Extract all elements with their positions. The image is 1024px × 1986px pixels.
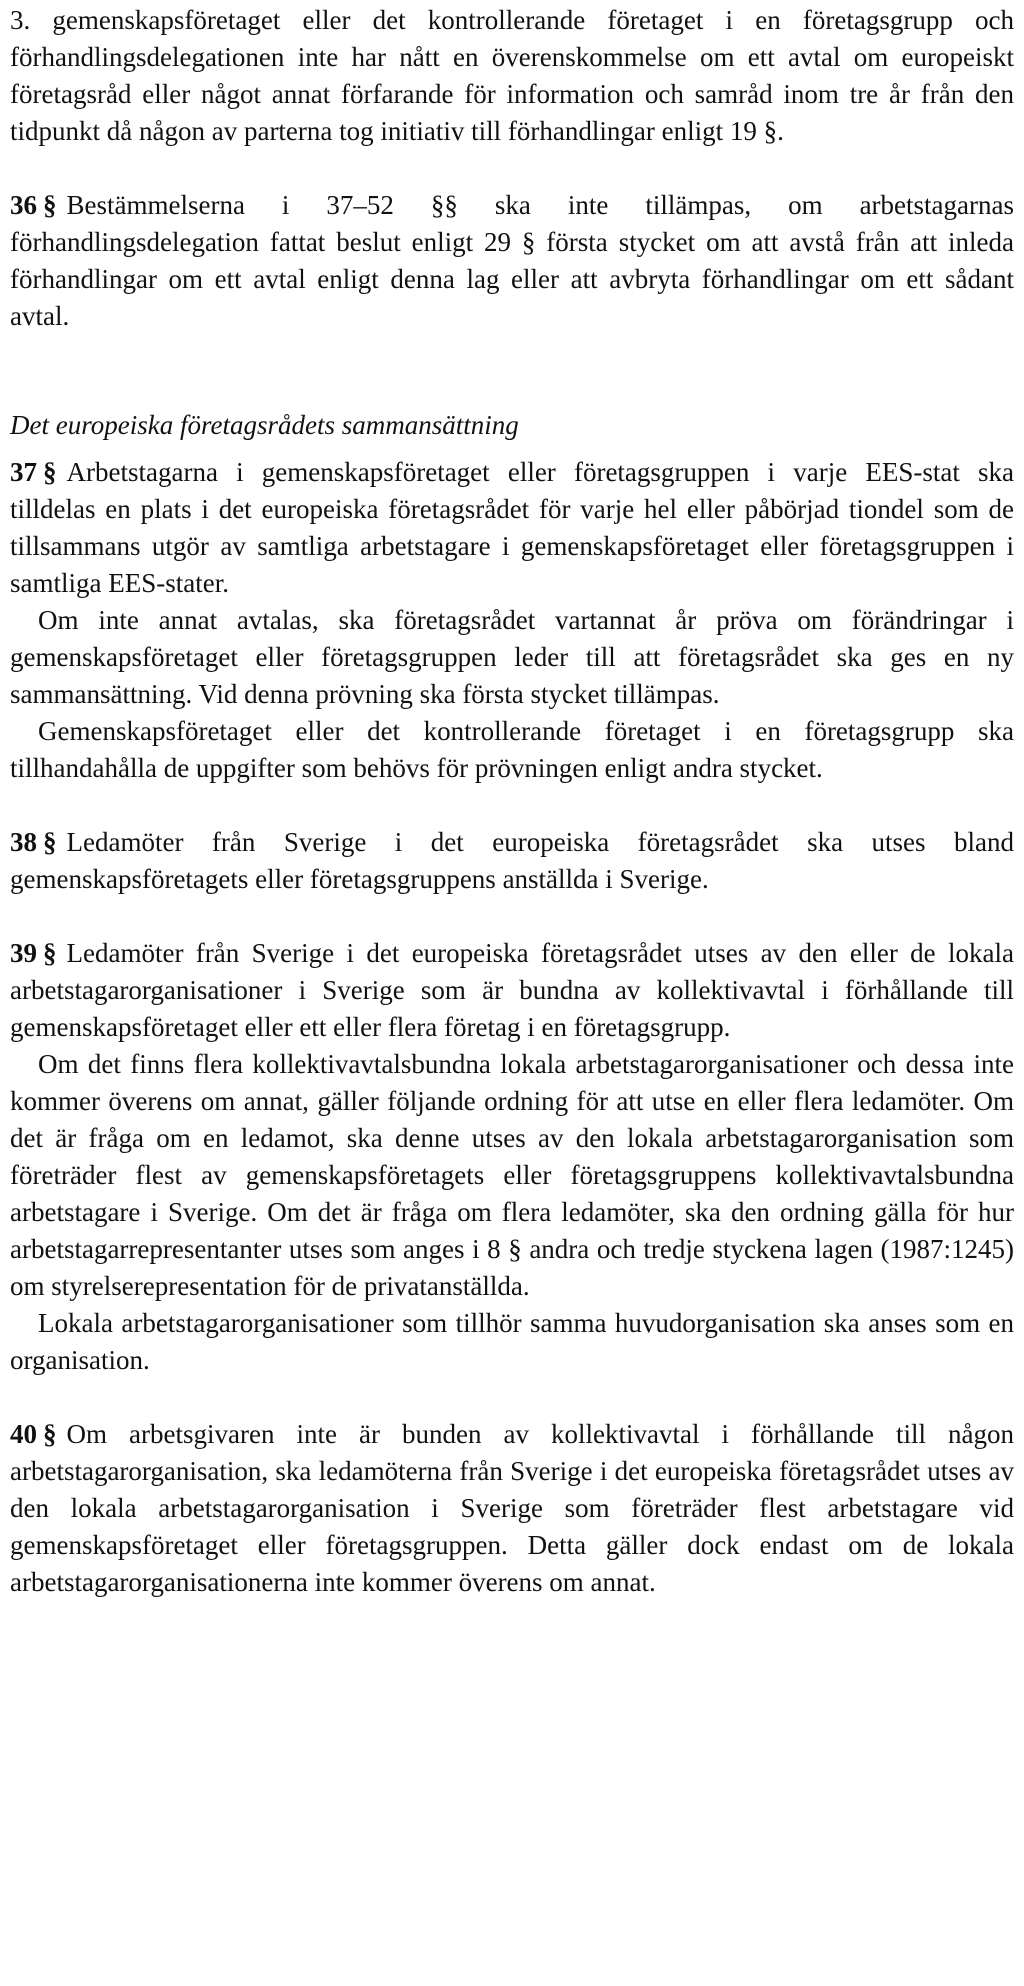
section-36-number: 36 bbox=[10, 190, 37, 220]
section-39-paragraph-3: Lokala arbetstagarorganisationer som tillhör samma huvudorganisation ska anses som en organisation. bbox=[10, 1308, 1014, 1375]
section-40-paragraph-1 bbox=[10, 1416, 1014, 1601]
section-36-paragraph-1 bbox=[10, 187, 1014, 335]
section-39-number: 39 bbox=[10, 938, 37, 968]
section-symbol: § bbox=[43, 457, 57, 487]
section-37-paragraph-2: Om inte annat avtalas, ska företagsrådet vartannat år pröva om förändringar i gemenskapsföretaget eller företagsgruppen leder till att företagsrådet ska ges en ny sammansättning. Vid denna prövning ska första stycket tillämpas. bbox=[10, 605, 1014, 709]
section-39-text-1: Ledamöter från Sverige i det europeiska företagsrådet utses av den eller de lokala arbetstagarorganisationer i Sverige som är bundna av kollektivavtal i förhållande till gemenskapsföretaget eller ett eller flera företag i en företagsgrupp. bbox=[10, 938, 1014, 1042]
section-37-paragraph-3: Gemenskapsföretaget eller det kontrollerande företaget i en företagsgrupp ska tillhandahålla de uppgifter som behövs för prövningen enligt andra stycket. bbox=[10, 716, 1014, 783]
section-symbol: § bbox=[43, 938, 57, 968]
document-page bbox=[10, 2, 1014, 1601]
section-37-paragraph-1 bbox=[10, 454, 1014, 602]
section-symbol: § bbox=[43, 827, 57, 857]
section-37-text-1: Arbetstagarna i gemenskapsföretaget eller företagsgruppen i varje EES-stat ska tilldelas en plats i det europeiska företagsrådet för varje hel eller påbörjad tiondel som de tillsammans utgör av samtliga arbetstagare i gemenskapsföretaget eller företagsgruppen i samtliga EES-stater. bbox=[10, 457, 1014, 598]
section-40-text: Om arbetsgivaren inte är bunden av kollektivavtal i förhållande till någon arbetstagarorganisation, ska ledamöterna från Sverige i det europeiska företagsrådet utses av den lokala arbetstagarorganisation i Sverige som företräder flest arbetstagare vid gemenskapsföretaget eller företagsgruppen. Detta gäller dock endast om de lokala arbetstagarorganisationerna inte kommer överens om annat. bbox=[10, 1419, 1014, 1597]
section-39-paragraph-1 bbox=[10, 935, 1014, 1046]
section-38-paragraph-1 bbox=[10, 824, 1014, 898]
section-37-number: 37 bbox=[10, 457, 37, 487]
section-36-text: Bestämmelserna i 37–52 §§ ska inte tillämpas, om arbetstagarnas förhandlingsdelegation fattat beslut enligt 29 § första stycket om att avstå från att inleda förhandlingar om ett avtal enligt denna lag eller att avbryta förhandlingar om ett sådant avtal. bbox=[10, 190, 1014, 331]
section-40-number: 40 bbox=[10, 1419, 37, 1449]
section-symbol: § bbox=[43, 1419, 57, 1449]
section-39-paragraph-2: Om det finns flera kollektivavtalsbundna lokala arbetstagarorganisationer och dessa inte kommer överens om annat, gäller följande ordning för att utse en eller flera ledamöter. Om det är fråga om en ledamot, ska denne utses av den lokala arbetstagarorganisation som företräder flest av gemenskapsföretagets eller företagsgruppens kollektivavtalsbundna arbetstagare i Sverige. Om det är fråga om flera ledamöter, ska den ordning gälla för hur arbetstagarrepresentanter utses som anges i 8 § andra och tredje styckena lagen (1987:1245) om styrelserepresentation för de privatanställda. bbox=[10, 1049, 1014, 1301]
section-38-number: 38 bbox=[10, 827, 37, 857]
section-38-text: Ledamöter från Sverige i det europeiska företagsrådet ska utses bland gemenskapsföretagets eller företagsgruppens anställda i Sverige. bbox=[10, 827, 1014, 894]
section-heading: Det europeiska företagsrådets sammansättning bbox=[10, 410, 519, 440]
intro-item-3: 3. gemenskapsföretaget eller det kontrollerande företaget i en företagsgrupp och förhandlingsdelegationen inte har nått en överenskommelse om ett avtal om europeiskt företagsråd eller något annat förfarande för information och samråd inom tre år från den tidpunkt då någon av parterna tog initiativ till förhandlingar enligt 19 §. bbox=[10, 5, 1014, 146]
section-symbol: § bbox=[43, 190, 57, 220]
